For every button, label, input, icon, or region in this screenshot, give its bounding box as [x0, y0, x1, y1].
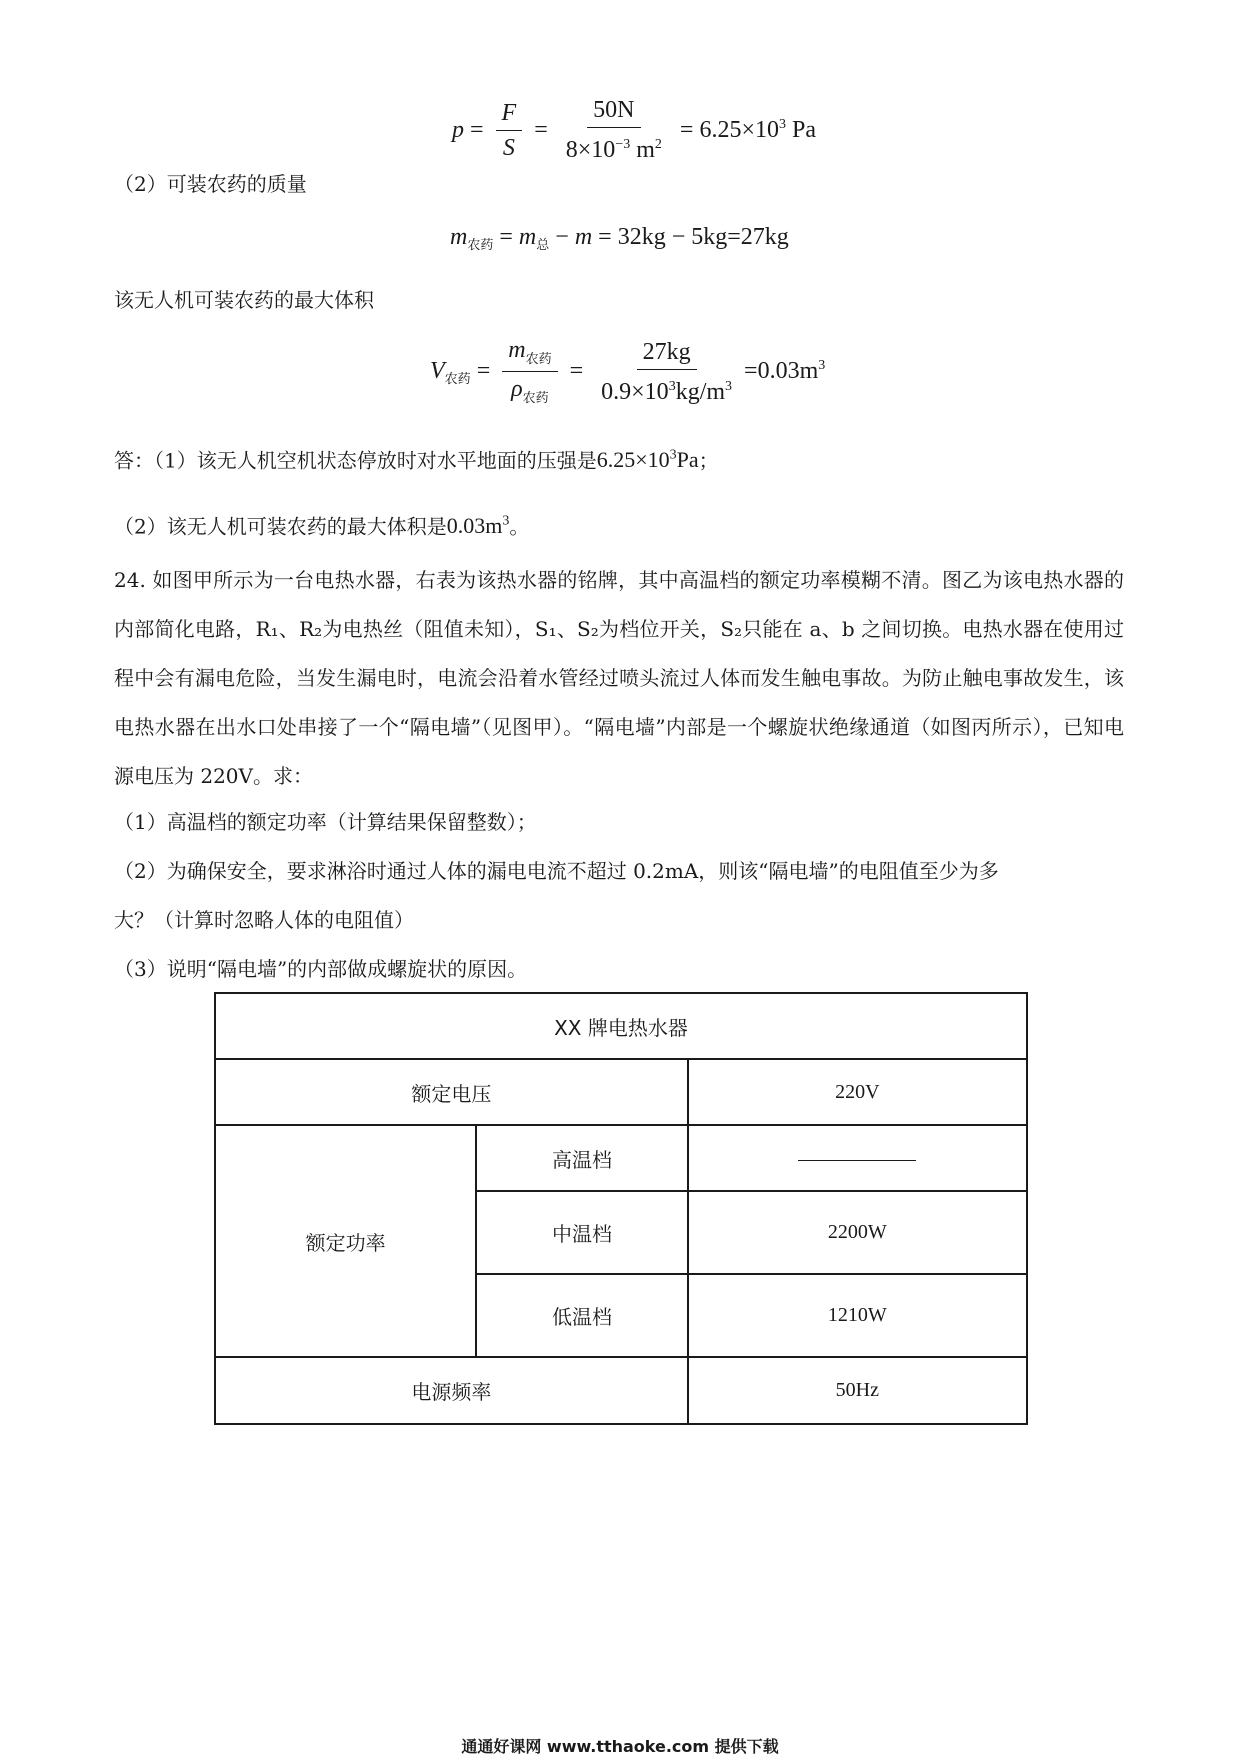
page-footer: 通通好课网 www.tthaoke.com 提供下载 — [461, 1737, 779, 1756]
volume-label: 该无人机可装农药的最大体积 — [114, 288, 374, 312]
rated-power-label: 额定功率 — [215, 1125, 476, 1357]
numeric-volume-fraction: $\frac{27kg}{0.9\times 10^3kg/m^3}$ — [601, 338, 733, 405]
question-24-part-3: （3）说明“隔电墙”的内部做成螺旋状的原因。 — [114, 957, 528, 981]
low-gear-value: 1210W — [688, 1274, 1027, 1357]
pressure-result: $6.25\times 10^3$ Pa — [699, 116, 816, 143]
numeric-fraction: $\frac{50N}{8\times 10^{-3} m^2}$ — [565, 97, 662, 163]
mass-over-density-fraction: $\frac{m_{农药}}{\rho_{农药}}$ — [502, 336, 557, 407]
mass-formula: m 农药 = m 总 − m = 32kg − 5kg=27kg — [450, 224, 789, 253]
step2-label: （2）可装农药的质量 — [114, 172, 307, 196]
table-row — [215, 993, 1027, 1059]
force-over-area-fraction: $\frac{F}{S}$ — [496, 99, 523, 162]
high-gear-label: 高温档 — [476, 1125, 687, 1191]
table-row — [215, 1125, 1027, 1191]
answer-line-1: 答：（1）该无人机空机状态停放时对水平地面的压强是$6.25\times 10^3Pa$； — [114, 447, 719, 473]
volume-result: $=0.03m^3$ — [744, 358, 826, 384]
table-title: XX 牌电热水器 — [215, 993, 1027, 1059]
table-row — [215, 1357, 1027, 1424]
high-gear-value — [688, 1125, 1027, 1191]
blurred-value-blank — [798, 1159, 916, 1161]
mid-gear-label: 中温档 — [476, 1191, 687, 1274]
answer-line-2: （2）该无人机可装农药的最大体积是$0.03m^3$。 — [114, 513, 530, 539]
rated-voltage-label: 额定电压 — [215, 1059, 688, 1125]
low-gear-label: 低温档 — [476, 1274, 687, 1357]
question-24-part-1: （1）高温档的额定功率（计算结果保留整数）； — [114, 810, 537, 834]
mid-gear-value: 2200W — [688, 1191, 1027, 1274]
table-row — [215, 1059, 1027, 1125]
question-24-part-2-line-1: （2）为确保安全，要求淋浴时通过人体的漏电电流不超过 0.2mA，则该“隔电墙”的电阻值至少为多 — [114, 859, 999, 883]
question-24-body: 24. 如图甲所示为一台电热水器，右表为该热水器的铭牌，其中高温档的额定功率模糊不清。图乙为该电热水器的内部简化电路，R₁、R₂为电热丝（阻值未知），S₁、S₂为档位开关，S₂只能在 a、b 之间切换。电热水器在使用过程中会有漏电危险，当发生漏电时，电流会沿着水管经过喷头流过人体而发生触电事故。为防止触电事故发生，该电热水器在出水口处串接了一个“隔电墙”（见图甲）。“隔电墙”内部是一个螺旋状绝缘通道（如图丙所示），已知电源电压为 220V。求： — [114, 568, 1124, 788]
volume-formula: V 农药 = $\frac{m_{农药}}{\rho_{农药}}$ = $\frac{27kg}{0.9\times 10^3kg/m^3}$ $=0.03m^3$ — [430, 337, 826, 406]
rated-voltage-value: 220V — [688, 1059, 1027, 1125]
frequency-value: 50Hz — [688, 1357, 1027, 1424]
pressure-symbol: p — [452, 116, 464, 143]
frequency-label: 电源频率 — [215, 1357, 688, 1424]
heater-nameplate-table — [214, 992, 1028, 1425]
pressure-formula: p = $\frac{F}{S}$ = $\frac{50N}{8\times 10^{-3} m^2}$ = $6.25\times 10^3$ Pa — [452, 97, 816, 163]
question-24-part-2-line-2: 大？（计算时忽略人体的电阻值） — [114, 908, 414, 932]
